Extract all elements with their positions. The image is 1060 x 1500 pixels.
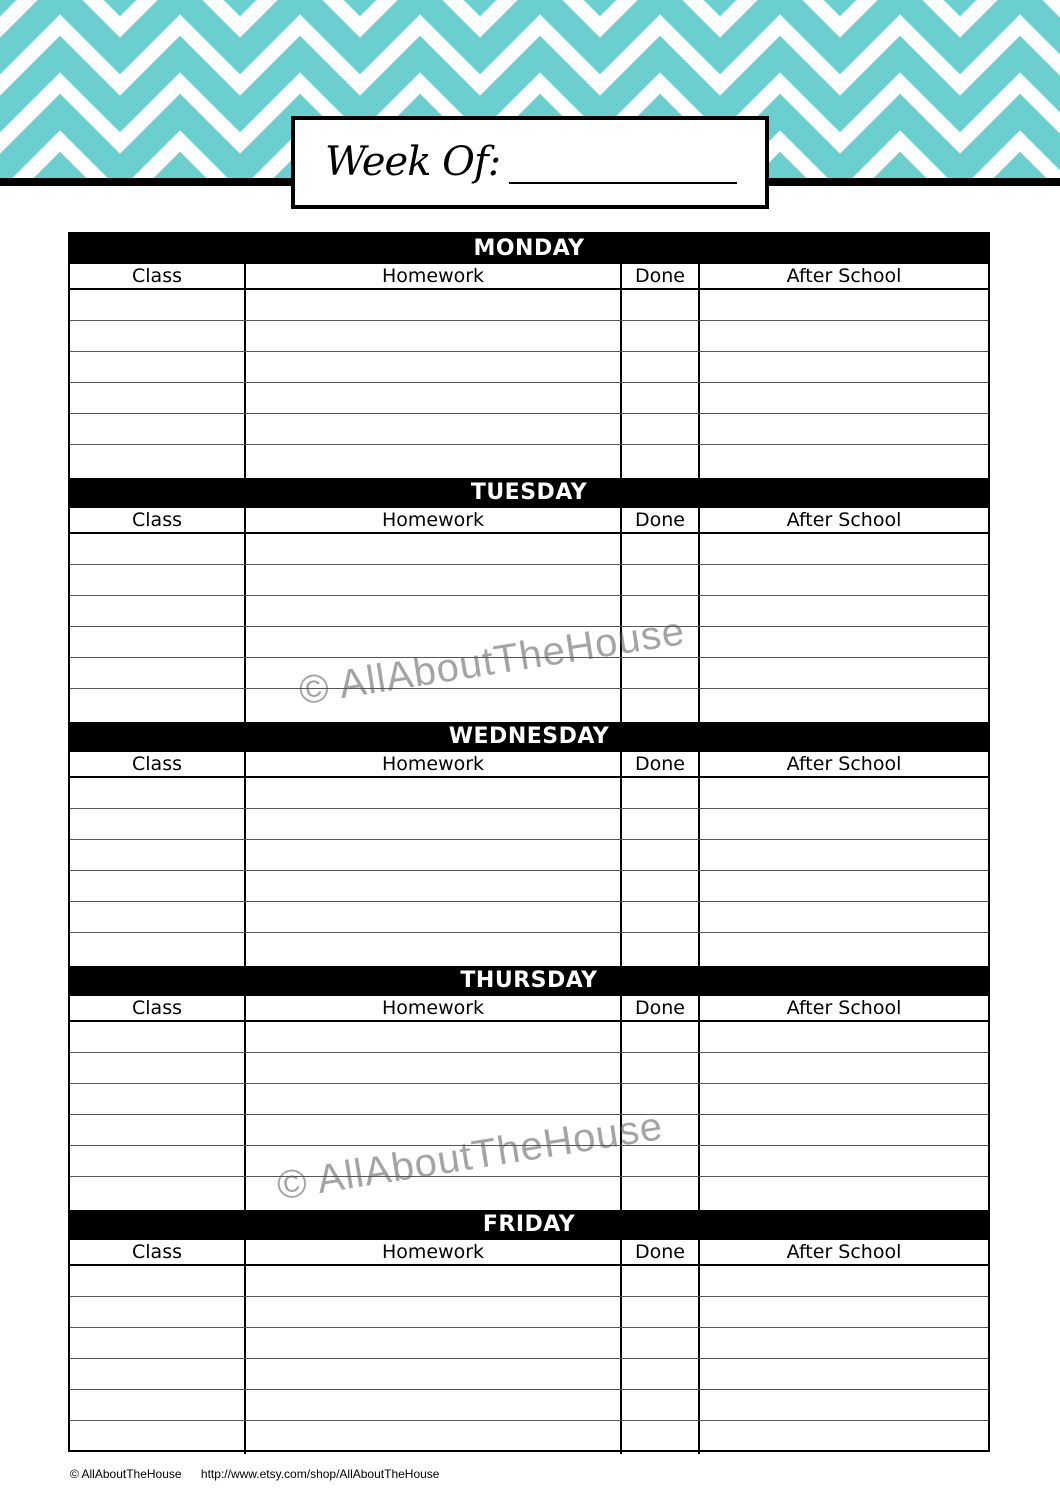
entry-cell-class[interactable] [70, 565, 246, 595]
entry-rows [70, 1022, 988, 1210]
column-header-after-school: After School [786, 265, 902, 287]
day-section-wednesday [70, 722, 988, 966]
table-row [70, 352, 988, 383]
entry-cell-after-school[interactable] [700, 689, 988, 722]
column-header-homework: Homework [246, 264, 622, 288]
entry-cell-after-school[interactable] [700, 1053, 988, 1083]
table-row [70, 689, 988, 722]
entry-cell-homework[interactable] [246, 840, 622, 870]
table-row [70, 596, 988, 627]
entry-cell-homework[interactable] [246, 1084, 622, 1114]
entry-cell-class[interactable] [70, 933, 246, 966]
entry-cell-done[interactable] [622, 383, 700, 413]
entry-cell-homework[interactable] [246, 871, 622, 901]
entry-cell-after-school[interactable] [700, 1022, 988, 1052]
entry-cell-class[interactable] [70, 1421, 246, 1454]
column-header-done: Done [622, 264, 700, 288]
entry-cell-done[interactable] [622, 1297, 700, 1327]
entry-cell-homework[interactable] [246, 933, 622, 966]
footer [70, 1466, 455, 1482]
entry-cell-after-school[interactable] [700, 933, 988, 966]
entry-cell-homework[interactable] [246, 1266, 622, 1296]
entry-cell-done[interactable] [622, 933, 700, 966]
entry-rows [70, 1266, 988, 1454]
column-header-after-school: After School [786, 509, 902, 531]
table-row [70, 414, 988, 445]
entry-cell-done[interactable] [622, 1266, 700, 1296]
entry-cell-after-school[interactable] [700, 596, 988, 626]
entry-cell-after-school[interactable] [700, 321, 988, 351]
entry-cell-class[interactable] [70, 383, 246, 413]
column-header-done: Done [622, 1240, 700, 1264]
entry-cell-class[interactable] [70, 1022, 246, 1052]
entry-cell-homework[interactable] [246, 1297, 622, 1327]
table-row [70, 1266, 988, 1297]
entry-cell-homework[interactable] [246, 445, 622, 478]
table-row [70, 840, 988, 871]
entry-cell-class[interactable] [70, 689, 246, 722]
column-header-after-school: After School [786, 753, 902, 775]
entry-cell-done[interactable] [622, 658, 700, 688]
column-header-class: Class [70, 996, 246, 1020]
watermark-text: © AllAboutTheHouse [274, 1104, 667, 1209]
entry-cell-class[interactable] [70, 1084, 246, 1114]
entry-cell-class[interactable] [70, 290, 246, 320]
entry-cell-done[interactable] [622, 871, 700, 901]
entry-cell-after-school[interactable] [700, 1390, 988, 1420]
entry-cell-homework[interactable] [246, 383, 622, 413]
day-section-friday [70, 1210, 988, 1454]
column-header-homework: Homework [246, 1240, 622, 1264]
entry-cell-done[interactable] [622, 1421, 700, 1454]
table-row [70, 1053, 988, 1084]
week-of-box [291, 116, 769, 209]
entry-cell-after-school[interactable] [700, 871, 988, 901]
entry-cell-done[interactable] [622, 1022, 700, 1052]
entry-cell-done[interactable] [622, 565, 700, 595]
column-header-row [70, 1240, 988, 1266]
entry-rows [70, 290, 988, 478]
entry-cell-class[interactable] [70, 627, 246, 657]
table-row [70, 1177, 988, 1210]
table-row [70, 1421, 988, 1454]
table-row [70, 383, 988, 414]
entry-cell-done[interactable] [622, 778, 700, 808]
entry-cell-class[interactable] [70, 902, 246, 932]
entry-cell-class[interactable] [70, 321, 246, 351]
entry-cell-class[interactable] [70, 596, 246, 626]
entry-cell-class[interactable] [70, 658, 246, 688]
column-header-class: Class [70, 508, 246, 532]
entry-cell-homework[interactable] [246, 1421, 622, 1454]
entry-cell-class[interactable] [70, 1359, 246, 1389]
entry-cell-class[interactable] [70, 840, 246, 870]
column-header-after-school: After School [786, 1241, 902, 1263]
entry-cell-class[interactable] [70, 1328, 246, 1358]
column-header-row [70, 752, 988, 778]
entry-cell-done[interactable] [622, 414, 700, 444]
entry-cell-homework[interactable] [246, 596, 622, 626]
entry-cell-homework[interactable] [246, 534, 622, 564]
column-header-homework: Homework [246, 996, 622, 1020]
entry-cell-after-school[interactable] [700, 902, 988, 932]
table-row [70, 1022, 988, 1053]
entry-cell-homework[interactable] [246, 1359, 622, 1389]
entry-cell-class[interactable] [70, 871, 246, 901]
entry-cell-after-school[interactable] [700, 290, 988, 320]
table-row [70, 933, 988, 966]
entry-cell-class[interactable] [70, 414, 246, 444]
entry-cell-done[interactable] [622, 902, 700, 932]
entry-cell-class[interactable] [70, 1390, 246, 1420]
table-row [70, 1297, 988, 1328]
column-header-row [70, 508, 988, 534]
entry-cell-after-school[interactable] [700, 1115, 988, 1145]
entry-cell-done[interactable] [622, 1328, 700, 1358]
column-header-class: Class [70, 264, 246, 288]
entry-cell-class[interactable] [70, 1146, 246, 1176]
footer-url[interactable]: http://www.etsy.com/shop/AllAboutTheHouse [200, 1467, 440, 1481]
column-header-done: Done [622, 752, 700, 776]
entry-cell-class[interactable] [70, 809, 246, 839]
entry-cell-homework[interactable] [246, 565, 622, 595]
column-header-class: Class [70, 752, 246, 776]
entry-cell-after-school[interactable] [700, 445, 988, 478]
entry-cell-done[interactable] [622, 352, 700, 382]
table-row [70, 1328, 988, 1359]
homework-planner [68, 232, 990, 1452]
entry-cell-done[interactable] [622, 290, 700, 320]
entry-cell-done[interactable] [622, 1390, 700, 1420]
watermark-text: © AllAboutTheHouse [296, 609, 689, 714]
column-header-done: Done [622, 996, 700, 1020]
entry-cell-after-school[interactable] [700, 352, 988, 382]
table-row [70, 445, 988, 478]
table-row [70, 871, 988, 902]
entry-cell-done[interactable] [622, 321, 700, 351]
column-header-row [70, 996, 988, 1022]
entry-cell-homework[interactable] [246, 414, 622, 444]
entry-cell-done[interactable] [622, 689, 700, 722]
entry-cell-after-school[interactable] [700, 840, 988, 870]
entry-rows [70, 534, 988, 722]
table-row [70, 778, 988, 809]
entry-cell-class[interactable] [70, 1115, 246, 1145]
day-section-thursday [70, 966, 988, 1210]
entry-cell-homework[interactable] [246, 1053, 622, 1083]
column-header-homework: Homework [246, 752, 622, 776]
day-header: WEDNESDAY [70, 722, 988, 752]
entry-cell-after-school[interactable] [700, 565, 988, 595]
entry-cell-homework[interactable] [246, 1022, 622, 1052]
entry-cell-homework[interactable] [246, 902, 622, 932]
entry-cell-done[interactable] [622, 1053, 700, 1083]
entry-cell-after-school[interactable] [700, 627, 988, 657]
entry-cell-done[interactable] [622, 445, 700, 478]
table-row [70, 565, 988, 596]
entry-rows [70, 778, 988, 966]
entry-cell-homework[interactable] [246, 1390, 622, 1420]
entry-cell-after-school[interactable] [700, 383, 988, 413]
table-row [70, 809, 988, 840]
entry-cell-class[interactable] [70, 352, 246, 382]
column-header-done: Done [622, 508, 700, 532]
entry-cell-done[interactable] [622, 840, 700, 870]
entry-cell-after-school[interactable] [700, 1421, 988, 1454]
entry-cell-class[interactable] [70, 1297, 246, 1327]
entry-cell-class[interactable] [70, 1053, 246, 1083]
footer-copyright: © AllAboutTheHouse [70, 1467, 182, 1481]
entry-cell-homework[interactable] [246, 778, 622, 808]
day-header: THURSDAY [70, 966, 988, 996]
entry-cell-after-school[interactable] [700, 809, 988, 839]
table-row [70, 1084, 988, 1115]
entry-cell-homework[interactable] [246, 290, 622, 320]
entry-cell-after-school[interactable] [700, 1266, 988, 1296]
entry-cell-after-school[interactable] [700, 1297, 988, 1327]
entry-cell-homework[interactable] [246, 321, 622, 351]
column-header-homework: Homework [246, 508, 622, 532]
day-section-tuesday [70, 478, 988, 722]
entry-cell-done[interactable] [622, 534, 700, 564]
entry-cell-after-school[interactable] [700, 414, 988, 444]
day-header: FRIDAY [70, 1210, 988, 1240]
day-header: TUESDAY [70, 478, 988, 508]
entry-cell-class[interactable] [70, 445, 246, 478]
table-row [70, 534, 988, 565]
entry-cell-done[interactable] [622, 1177, 700, 1210]
week-of-title: Week Of: [325, 139, 501, 185]
column-header-after-school: After School [786, 997, 902, 1019]
entry-cell-after-school[interactable] [700, 778, 988, 808]
entry-cell-after-school[interactable] [700, 1177, 988, 1210]
entry-cell-after-school[interactable] [700, 1359, 988, 1389]
entry-cell-homework[interactable] [246, 809, 622, 839]
entry-cell-done[interactable] [622, 809, 700, 839]
entry-cell-done[interactable] [622, 1359, 700, 1389]
table-row [70, 1390, 988, 1421]
entry-cell-homework[interactable] [246, 1328, 622, 1358]
entry-cell-after-school[interactable] [700, 1084, 988, 1114]
table-row [70, 1359, 988, 1390]
entry-cell-class[interactable] [70, 534, 246, 564]
entry-cell-class[interactable] [70, 1177, 246, 1210]
entry-cell-after-school[interactable] [700, 1328, 988, 1358]
day-section-monday [70, 234, 988, 478]
entry-cell-after-school[interactable] [700, 658, 988, 688]
day-header: MONDAY [70, 234, 988, 264]
table-row [70, 321, 988, 352]
column-header-row [70, 264, 988, 290]
entry-cell-class[interactable] [70, 778, 246, 808]
entry-cell-after-school[interactable] [700, 1146, 988, 1176]
entry-cell-class[interactable] [70, 1266, 246, 1296]
table-row [70, 290, 988, 321]
entry-cell-after-school[interactable] [700, 534, 988, 564]
week-of-blank-line[interactable] [509, 182, 737, 184]
entry-cell-homework[interactable] [246, 352, 622, 382]
table-row [70, 902, 988, 933]
column-header-class: Class [70, 1240, 246, 1264]
